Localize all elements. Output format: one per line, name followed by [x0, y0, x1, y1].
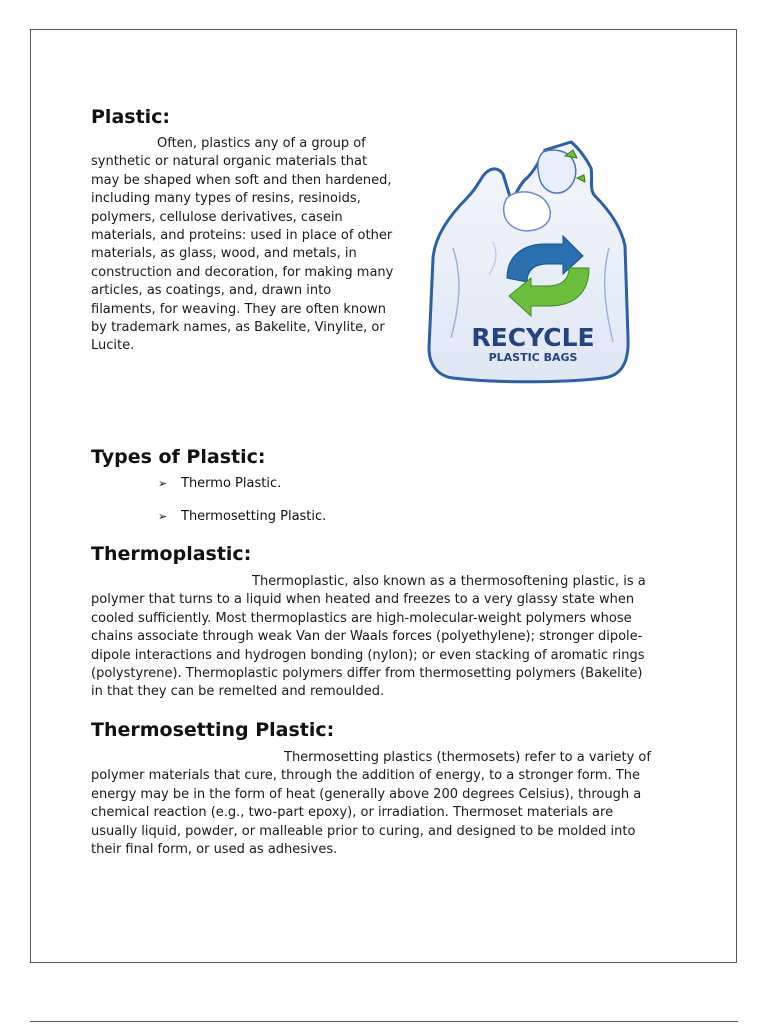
heading-thermoplastic: Thermoplastic:: [91, 543, 252, 565]
recycle-plastic-bag-image: [423, 138, 635, 384]
plastic-line: construction and decoration, for making many: [91, 264, 394, 280]
plastic-line: by trademark names, as Bakelite, Vinylite, or: [91, 320, 385, 336]
thermoplastic-line: (polystyrene). Thermoplastic polymers differ from thermosetting polymers (Bakelite): [91, 666, 643, 682]
thermoplastic-paragraph: [91, 573, 691, 702]
thermosetting-line: chemical reaction (e.g., two-part epoxy), or irradiation. Thermoset materials are: [91, 805, 614, 821]
thermosetting-line: Thermosetting plastics (thermosets) refer to a variety of: [284, 750, 651, 765]
plastic-line: including many types of resins, resinoids,: [91, 191, 361, 207]
heading-thermosetting-plastic: Thermosetting Plastic:: [91, 719, 335, 741]
plastic-line: articles, as coatings, and, drawn into: [91, 283, 332, 299]
list-item: ➢ Thermosetting Plastic.: [158, 509, 327, 524]
plastic-line: Often, plastics any of a group of: [157, 136, 366, 151]
plastic-line: synthetic or natural organic materials that: [91, 154, 368, 170]
heading-types-of-plastic: Types of Plastic:: [91, 446, 266, 468]
logo-text-plastic-bags: PLASTIC BAGS: [488, 351, 578, 364]
plastic-line: materials, as glass, wood, and metals, in: [91, 246, 357, 262]
thermoplastic-line: polymer that turns to a liquid when heated and freezes to a very glassy state when: [91, 592, 635, 608]
plastic-line: may be shaped when soft and then hardened,: [91, 172, 392, 188]
thermoplastic-line: cooled sufficiently. Most thermoplastics are high-molecular-weight polymers whose: [91, 610, 632, 626]
plastic-line: filaments, for weaving. They are often known: [91, 301, 386, 317]
plastic-paragraph: [91, 135, 416, 356]
thermosetting-paragraph: [91, 749, 691, 859]
arrowhead-bullet-icon: ➢: [158, 477, 168, 490]
bottom-rule: [30, 1021, 738, 1022]
arrowhead-bullet-icon: ➢: [158, 510, 168, 523]
heading-plastic: Plastic:: [91, 106, 171, 128]
thermosetting-line: energy may be in the form of heat (generally above 200 degrees Celsius), through a: [91, 786, 642, 802]
logo-text-recycle: RECYCLE: [471, 323, 595, 352]
thermoplastic-line: in that they can be remelted and remoulded.: [91, 684, 385, 700]
plastic-line: materials, and proteins: used in place of other: [91, 228, 393, 244]
types-list: [158, 475, 326, 541]
thermoplastic-line: chains associate through weak Van der Waals forces (polyethylene); stronger dipole-: [91, 629, 643, 645]
thermoplastic-line: Thermoplastic, also known as a thermosoftening plastic, is a: [252, 574, 646, 589]
thermosetting-line: usually liquid, powder, or malleable prior to curing, and designed to be molded into: [91, 823, 636, 839]
list-item: ➢ Thermo Plastic.: [158, 476, 282, 491]
plastic-line: Lucite.: [91, 338, 135, 354]
thermosetting-line: their final form, or used as adhesives.: [91, 842, 338, 858]
thermosetting-line: polymer materials that cure, through the addition of energy, to a stronger form. The: [91, 768, 640, 784]
plastic-line: polymers, cellulose derivatives, casein: [91, 209, 343, 225]
thermoplastic-line: dipole interactions and hydrogen bonding (nylon); or even stacking of aromatic rings: [91, 647, 645, 663]
